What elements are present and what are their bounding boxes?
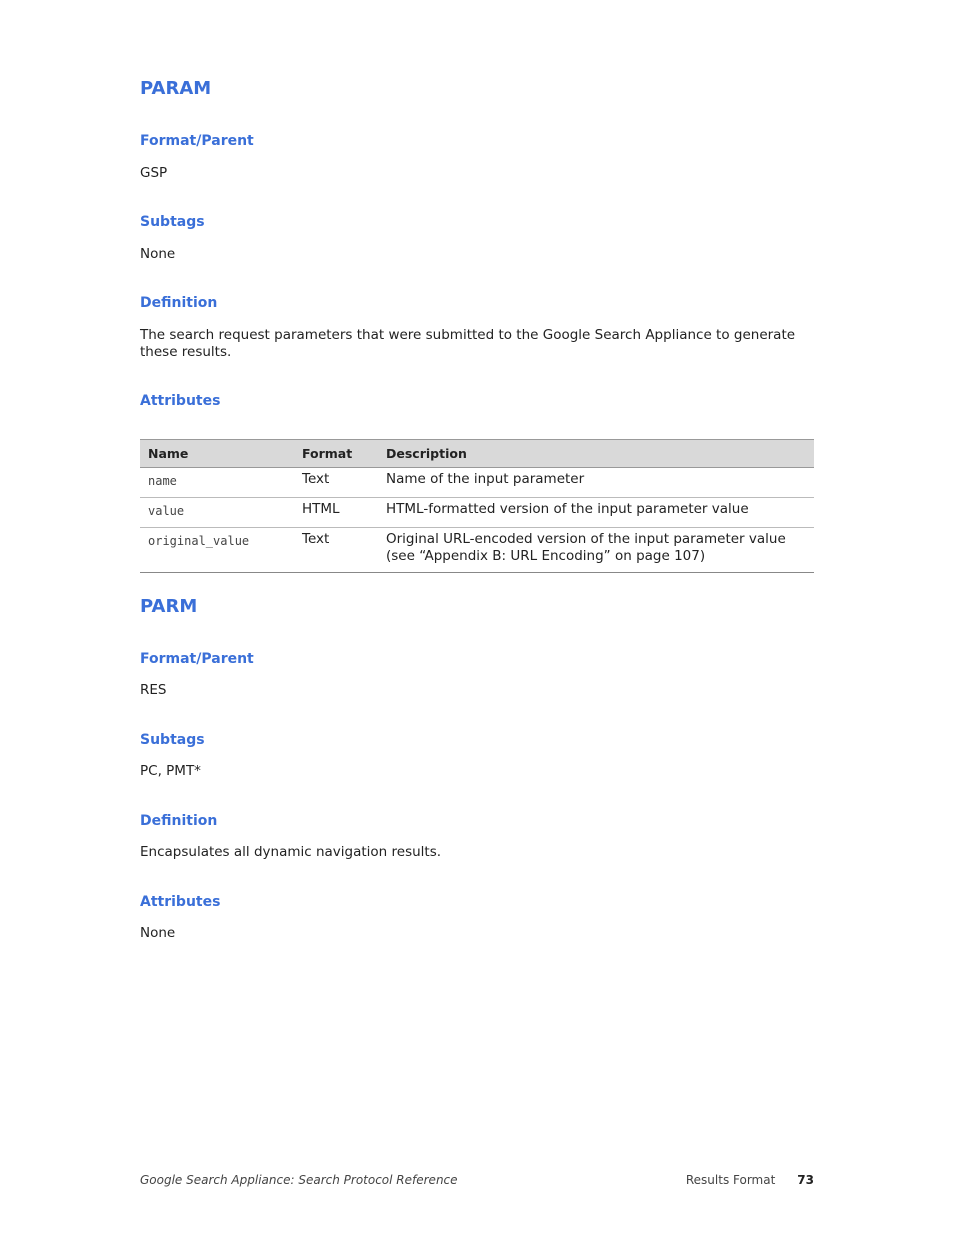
format-parent-heading: Format/Parent <box>140 651 254 667</box>
table-row <box>140 498 814 528</box>
column-header-description: Description <box>378 440 814 468</box>
definition-heading: Definition <box>140 295 218 311</box>
footer-doc-title: Google Search Appliance: Search Protocol Reference <box>140 1173 458 1187</box>
subtags-value: PC, PMT* <box>140 763 201 779</box>
attribute-name: name <box>140 468 294 498</box>
subtags-heading: Subtags <box>140 732 205 748</box>
table-row <box>140 468 814 498</box>
attributes-heading: Attributes <box>140 894 221 910</box>
subtags-value: None <box>140 246 176 262</box>
footer-page-info <box>686 1173 814 1187</box>
format-parent-heading: Format/Parent <box>140 133 254 149</box>
definition-text: The search request parameters that were submitted to the Google Search Appliance to generate these results. <box>140 327 796 360</box>
attribute-description: Original URL-encoded version of the input parameter value (see “Appendix B: URL Encoding” on page 107) <box>378 528 814 573</box>
table-row <box>140 528 814 573</box>
attributes-heading: Attributes <box>140 393 221 409</box>
footer-chapter: Results Format <box>685 1173 776 1187</box>
footer-page-number: 73 <box>797 1173 814 1187</box>
format-parent-value: GSP <box>140 165 168 181</box>
table-header-row <box>140 440 814 468</box>
attribute-name: original_value <box>140 528 294 573</box>
attribute-format: Text <box>294 468 378 498</box>
section-title-param: PARAM <box>140 78 212 99</box>
attributes-value: None <box>140 925 176 941</box>
attribute-name: value <box>140 498 294 528</box>
definition-text: Encapsulates all dynamic navigation results. <box>140 844 442 860</box>
section-title-parm: PARM <box>140 596 198 617</box>
attribute-format: Text <box>294 528 378 573</box>
definition-heading: Definition <box>140 813 218 829</box>
subtags-heading: Subtags <box>140 214 205 230</box>
attributes-table <box>140 439 814 573</box>
column-header-name: Name <box>140 440 294 468</box>
column-header-format: Format <box>294 440 378 468</box>
attribute-format: HTML <box>294 498 378 528</box>
format-parent-value: RES <box>140 682 167 698</box>
attribute-description: Name of the input parameter <box>378 468 814 498</box>
attribute-description: HTML-formatted version of the input parameter value <box>378 498 814 528</box>
